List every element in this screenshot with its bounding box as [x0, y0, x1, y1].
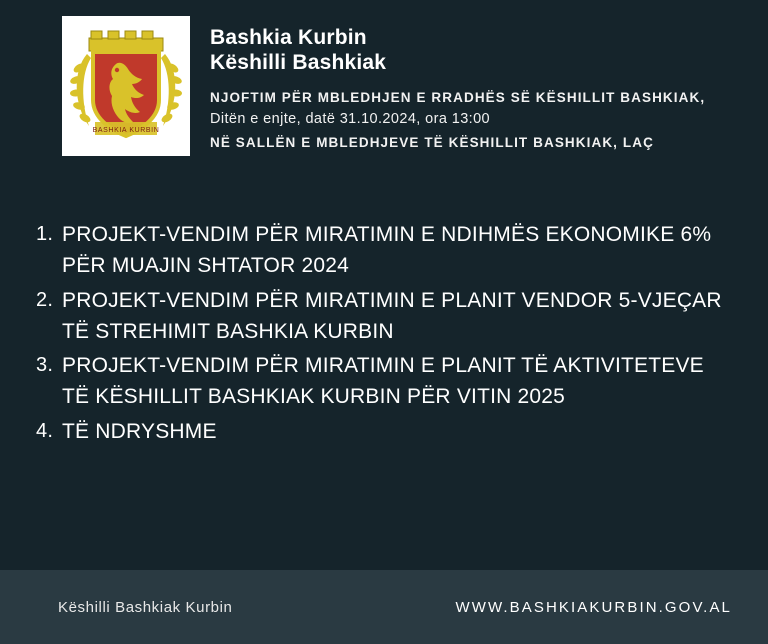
footer-organization: Këshilli Bashkiak Kurbin — [58, 598, 233, 616]
agenda-item: TË NDRYSHME — [62, 420, 217, 444]
footer-website[interactable]: WWW.BASHKIAKURBIN.GOV.AL — [455, 598, 732, 616]
notice-line-1: NJOFTIM PËR MBLEDHJEN E RRADHËS SË KËSHILLIT BASHKIAK, — [210, 89, 706, 105]
coat-of-arms-container — [62, 16, 190, 156]
agenda-section — [0, 162, 768, 570]
notice-block — [210, 87, 748, 154]
notice-line-2: Ditën e enjte, datë 31.10.2024, ora 13:00 — [210, 111, 491, 128]
organization-subname: Këshilli Bashkiak — [210, 50, 387, 74]
agenda-item: PROJEKT-VENDIM PËR MIRATIMIN E PLANIT VENDOR 5-VJEÇAR TË STREHIMIT BASHKIA KURBIN — [62, 288, 722, 343]
poster-header — [0, 0, 768, 162]
agenda-list — [36, 220, 724, 448]
header-text-block — [190, 16, 748, 154]
poster-footer — [0, 570, 768, 644]
notice-line-3: NË SALLËN E MBLEDHJEVE TË KËSHILLIT BASHKIAK, LAÇ — [210, 134, 654, 150]
agenda-item: PROJEKT-VENDIM PËR MIRATIMIN E NDIHMËS EKONOMIKE 6% PËR MUAJIN SHTATOR 2024 — [62, 223, 712, 277]
svg-text:BASHKIA KURBIN: BASHKIA KURBIN — [92, 127, 160, 134]
kurbin-coat-of-arms-icon — [67, 22, 185, 150]
organization-name: Bashkia Kurbin — [210, 26, 367, 49]
agenda-item: PROJEKT-VENDIM PËR MIRATIMIN E PLANIT TË AKTIVITETEVE TË KËSHILLIT BASHKIAK KURBIN PËR VITIN 2025 — [62, 354, 704, 409]
